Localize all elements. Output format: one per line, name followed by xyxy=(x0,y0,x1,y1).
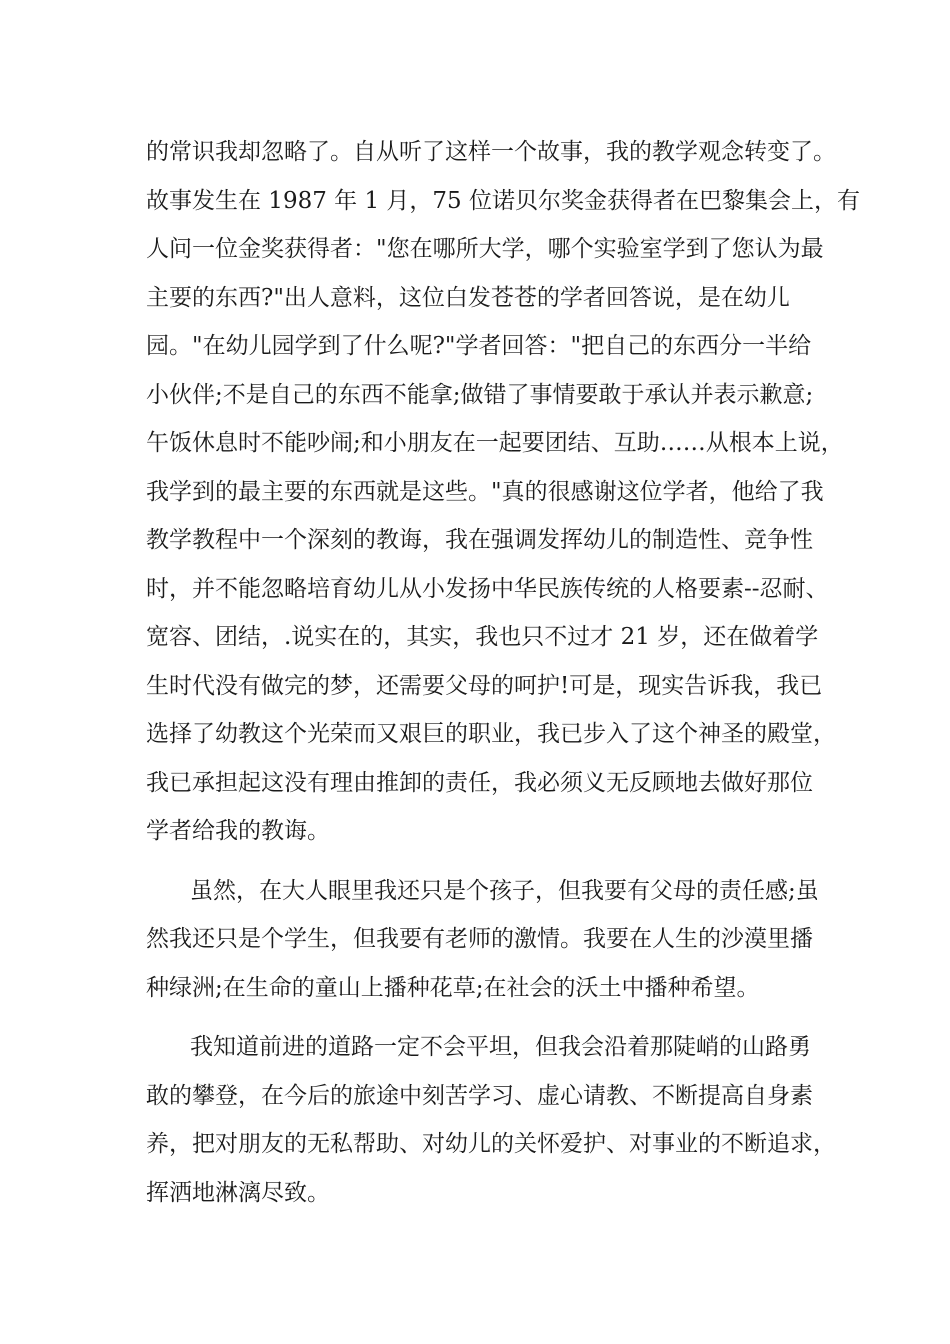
text-line: 学者给我的教诲。 xyxy=(146,818,330,844)
text-line: 园。"在幼儿园学到了什么呢?"学者回答："把自己的东西分一半给 xyxy=(146,333,812,359)
text-line: 敢的攀登，在今后的旅途中刻苦学习、虚心请教、不断提高自身素 xyxy=(146,1082,813,1109)
text-line: 虽然，在大人眼里我还只是个孩子，但我要有父母的责任感;虽 xyxy=(190,877,819,904)
paragraph-3 xyxy=(146,1023,846,1217)
text-line: 故事发生在 1987 年 1 月，75 位诺贝尔奖金获得者在巴黎集会上，有 xyxy=(146,187,860,214)
text-line: 午饭休息时不能吵闹;和小朋友在一起要团结、互助……从根本上说， xyxy=(146,430,844,456)
text-line: 选择了幼教这个光荣而又艰巨的职业，我已步入了这个神圣的殿堂， xyxy=(146,721,836,747)
paragraph-2 xyxy=(146,867,846,1013)
text-line: 养，把对朋友的无私帮助、对幼儿的关怀爱护、对事业的不断追求， xyxy=(146,1131,836,1157)
paragraph-spacer xyxy=(146,856,846,867)
text-line: 生时代没有做完的梦，还需要父母的呵护!可是，现实告诉我，我已 xyxy=(146,672,823,699)
text-line: 教学教程中一个深刻的教诲，我在强调发挥幼儿的制造性、竞争性 xyxy=(146,527,813,553)
text-line: 主要的东西?"出人意料，这位白发苍苍的学者回答说，是在幼儿 xyxy=(146,284,790,311)
text-line: 人问一位金奖获得者："您在哪所大学，哪个实验室学到了您认为最 xyxy=(146,236,824,262)
text-line: 时，并不能忽略培育幼儿从小发扬中华民族传统的人格要素--忍耐、 xyxy=(146,575,829,602)
text-line: 我已承担起这没有理由推卸的责任，我必须义无反顾地去做好那位 xyxy=(146,769,813,796)
paragraph-1 xyxy=(146,128,860,856)
paragraph-spacer xyxy=(146,1012,846,1023)
text-line: 种绿洲;在生命的童山上播种花草;在社会的沃土中播种希望。 xyxy=(146,974,760,1001)
body-text xyxy=(146,128,860,1217)
text-line: 挥洒地淋漓尽致。 xyxy=(146,1179,330,1206)
text-line: 的常识我却忽略了。自从听了这样一个故事，我的教学观念转变了。 xyxy=(146,139,836,165)
text-line: 我学到的最主要的东西就是这些。"真的很感谢这位学者，他给了我 xyxy=(146,478,824,505)
text-line: 然我还只是个学生，但我要有老师的激情。我要在人生的沙漠里播 xyxy=(146,926,813,952)
text-line: 宽容、团结，.说实在的，其实，我也只不过才 21 岁，还在做着学 xyxy=(146,624,819,650)
text-line: 我知道前进的道路一定不会平坦，但我会沿着那陡峭的山路勇 xyxy=(190,1034,811,1060)
text-line: 小伙伴;不是自己的东西不能拿;做错了事情要敢于承认并表示歉意; xyxy=(146,381,814,408)
